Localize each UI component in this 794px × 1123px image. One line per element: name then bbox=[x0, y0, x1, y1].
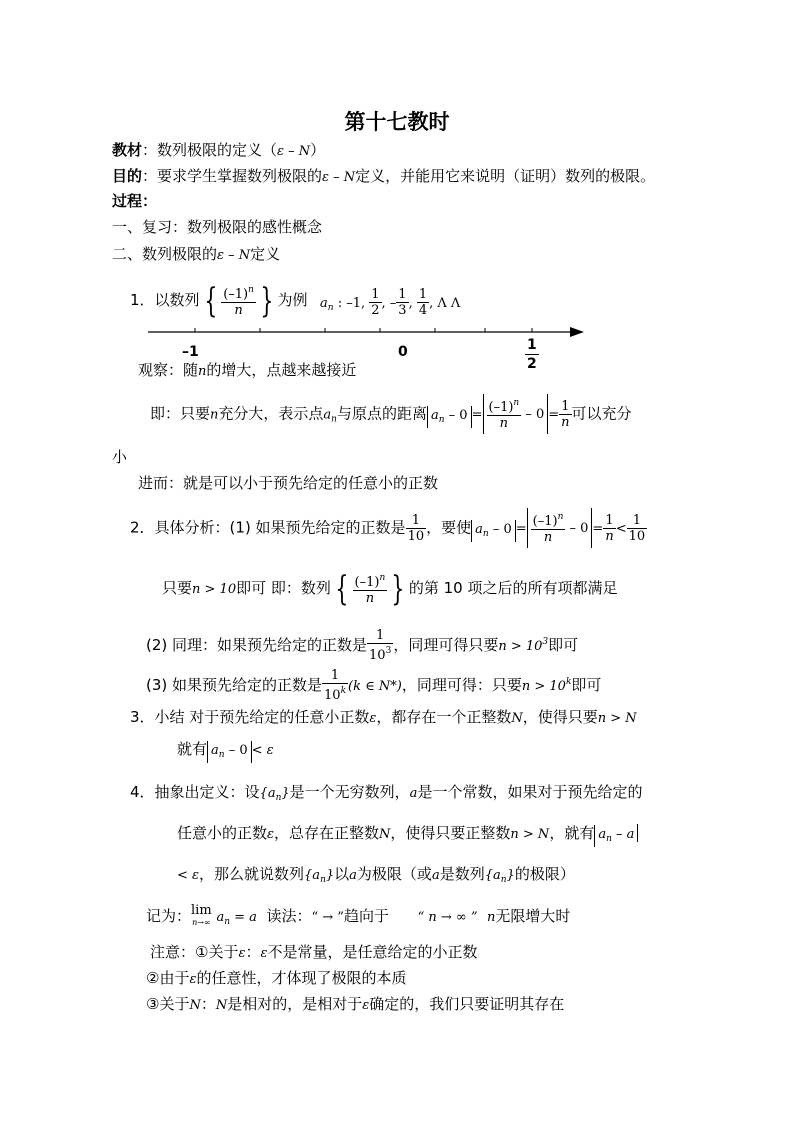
item-2-abs-frac: $\frac{(-1)^n}{n}$ – 0 bbox=[527, 508, 593, 548]
item-2-abs: $a_n - 0$ bbox=[471, 520, 516, 542]
seq-end: , Λ Λ bbox=[429, 296, 461, 311]
notation-line: 记为： lim n→∞ $a_n = a$ 读法：“ → ”趋向于 “ n → ∞ ” n无限增大时 bbox=[146, 902, 571, 927]
item-4-l2-b: ，总存在正整数 bbox=[274, 824, 380, 842]
note-2: ②由于ε的任意性，才体现了极限的本质 bbox=[146, 969, 407, 987]
seq-rest: : –1, bbox=[333, 296, 370, 311]
item-4-t3: 是一个常数，如果对于预先给定的 bbox=[417, 783, 643, 801]
item-4-l2-a: 任意小的正数 bbox=[177, 824, 268, 842]
note-3-a: ③关于 bbox=[146, 995, 190, 1013]
item-4-l3-lt: < ε bbox=[177, 868, 200, 883]
item-2-bound: $\frac{1}{10}$ bbox=[628, 512, 646, 544]
material-line bbox=[112, 141, 325, 161]
item-4-l2-d: ，就有 bbox=[549, 824, 595, 842]
p3-sup: k bbox=[565, 677, 572, 687]
section-review: 一、复习：数列极限的感性概念 bbox=[112, 218, 323, 236]
item-2-l2-c: 的第 10 项之后的所有项都满足 bbox=[408, 579, 618, 597]
note-3: ③关于N：N是相对的，是相对于ε确定的，我们只要证明其存在 bbox=[146, 995, 565, 1013]
material-math: ε – N bbox=[277, 144, 311, 159]
goal-line bbox=[112, 167, 655, 187]
notation-n-arrow: “ n → ∞ ” bbox=[417, 910, 478, 925]
goal-math: ε – N bbox=[322, 170, 356, 185]
material-text: ：数列极限的定义（ bbox=[142, 141, 278, 159]
notation-t2: 无限增大时 bbox=[495, 907, 571, 925]
material-label: 教材 bbox=[112, 141, 143, 159]
item-4-a: a bbox=[409, 786, 418, 801]
that-is-line bbox=[150, 394, 632, 439]
item-1-lead: 1．以数列 bbox=[130, 291, 200, 309]
brace-left: { bbox=[335, 568, 349, 609]
note-3-c: 是相对的，是相对于 bbox=[227, 995, 363, 1013]
given-1-10: $\frac{1}{10}$ bbox=[407, 512, 425, 544]
section-definition-text: 二、数列极限的 bbox=[112, 245, 218, 263]
that-is-result: $\frac{1}{n}$ bbox=[561, 398, 570, 430]
item-4-line-3: < ε，那么就说数列$\{a_n\}$以a为极限（或a是数列$\{a_n\}$的极限） bbox=[177, 865, 575, 885]
that-is-t4: 可以充分 bbox=[571, 404, 632, 423]
seq-sep-2: , bbox=[408, 296, 417, 311]
page-title: 第十七教时 bbox=[344, 110, 450, 134]
number-line bbox=[140, 322, 585, 342]
seq-a: a bbox=[320, 296, 328, 311]
fraction-exponent: n bbox=[248, 285, 254, 295]
seq-frac-1: $\frac{1}{2}$ bbox=[371, 287, 380, 318]
seq-sep: , – bbox=[381, 296, 397, 311]
item-2-p2 bbox=[146, 624, 578, 665]
p2-math: n > 10 bbox=[498, 639, 543, 654]
p3-b: ，同理可得：只要 bbox=[401, 676, 522, 694]
item-4-l3-set: {a bbox=[304, 868, 321, 883]
item-3-line-2 bbox=[177, 740, 274, 763]
item-4-l3-a2: a bbox=[349, 868, 357, 883]
observe-line bbox=[138, 361, 356, 381]
item-2-eq: = bbox=[515, 521, 527, 537]
item-1-tail: 为例 bbox=[277, 291, 308, 309]
observe-text-2: 的增大，点越来越接近 bbox=[206, 361, 357, 379]
notation-read: 读法： bbox=[266, 907, 312, 925]
item-3-abs: $a_n - 0$ bbox=[207, 741, 252, 763]
note-3-d: 确定的，我们只要证明其存在 bbox=[369, 995, 565, 1013]
item-4-set-sub: n bbox=[275, 793, 282, 803]
note-1-c: 不是常量，是任意给定的小正数 bbox=[267, 943, 478, 961]
section-definition bbox=[112, 245, 280, 265]
item-4 bbox=[130, 783, 642, 807]
item-4-abs: $a_n$ – a bbox=[594, 825, 637, 847]
p3-math: n > 10 bbox=[521, 679, 566, 694]
item-2-l2-b: 即可 即：数列 bbox=[236, 579, 331, 597]
item-3-eps: ε bbox=[369, 711, 377, 726]
p2-frac: $\frac{1}{10^3}$ bbox=[369, 628, 392, 663]
item-4-set: {a bbox=[259, 786, 276, 801]
item-3-t2: ，都存在一个正整数 bbox=[376, 708, 512, 726]
p2-b: ，同理可得只要 bbox=[393, 636, 499, 654]
number-line-arrow bbox=[570, 327, 584, 337]
further-line: 进而：就是可以小于预先给定的任意小的正数 bbox=[138, 474, 439, 492]
fraction-denominator: n bbox=[234, 303, 243, 318]
item-4-l2-eps: ε bbox=[267, 827, 274, 842]
seq-sub: n bbox=[327, 303, 334, 313]
p2-c: 即可 bbox=[548, 636, 579, 654]
item-1 bbox=[130, 280, 308, 320]
notation-lead: 记为： bbox=[146, 907, 192, 925]
p2-a: (2) 同理：如果预先给定的正数是 bbox=[146, 636, 368, 654]
item-4-l3-a3: a bbox=[431, 868, 440, 883]
item-4-set-end: } bbox=[281, 786, 290, 801]
item-4-l3-b: 以 bbox=[334, 865, 350, 883]
item-3 bbox=[130, 708, 637, 728]
p3-cond: (k ∈ N*) bbox=[348, 679, 402, 694]
lim-symbol: lim n→∞ bbox=[191, 902, 212, 927]
p3-c: 即可 bbox=[571, 676, 602, 694]
brace-right: } bbox=[260, 280, 274, 321]
tick-half-num: 1 bbox=[527, 337, 537, 353]
item-4-l3-set2: {a bbox=[484, 868, 501, 883]
that-is-a-sub: n bbox=[331, 414, 337, 425]
notation-t1: 趋向于 bbox=[343, 907, 389, 925]
item-2-line-2 bbox=[162, 568, 618, 610]
item-3-lt: < ε bbox=[251, 743, 274, 758]
item-4-t2: 是一个无穷数列， bbox=[289, 783, 410, 801]
note-2-b: 的任意性，才体现了极限的本质 bbox=[196, 969, 407, 987]
that-is-t1: 即：只要 bbox=[150, 404, 211, 423]
item-3-lead: 3．小结 对于预先给定的任意小正数 bbox=[130, 708, 370, 726]
brace-left: { bbox=[203, 280, 217, 321]
distance-abs: $a_n - 0$ bbox=[427, 406, 472, 428]
p3-a: (3) 如果预先给定的正数是 bbox=[146, 676, 323, 694]
sequence-fraction bbox=[221, 283, 256, 318]
item-2-p3 bbox=[146, 664, 601, 705]
item-2-t2: ，要使 bbox=[426, 518, 472, 537]
distance-abs-frac: $\frac{(-1)^n}{n}$ – 0 bbox=[483, 394, 549, 434]
that-is-t2: 充分大，表示点 bbox=[218, 404, 324, 423]
item-3-t3: ，使得只要 bbox=[522, 708, 598, 726]
goal-label: 目的 bbox=[112, 167, 143, 185]
that-is-n: n bbox=[210, 407, 219, 423]
tick-label-half bbox=[525, 336, 539, 373]
note-1-a: 注意：①关于 bbox=[150, 943, 239, 961]
item-4-l3-e: 的极限） bbox=[514, 865, 575, 883]
that-is-eq2: = bbox=[548, 407, 560, 423]
item-2-lead: 2．具体分析：(1) 如果预先给定的正数是 bbox=[130, 518, 406, 537]
item-2-l2-a: 只要 bbox=[162, 579, 193, 597]
tick-label-neg1: –1 bbox=[182, 344, 199, 360]
observe-text: 观察：随 bbox=[138, 361, 199, 379]
that-is-t3: 与原点的距离 bbox=[336, 404, 427, 423]
item-2-result: $\frac{1}{n}$ bbox=[605, 512, 614, 544]
notation-expr: a bbox=[216, 910, 225, 925]
item-4-l2-cond: n > N bbox=[510, 827, 550, 842]
item-4-l3-c: 为极限（或 bbox=[356, 865, 432, 883]
item-3-N: N bbox=[511, 711, 523, 726]
tick-label-0: 0 bbox=[398, 344, 408, 360]
observe-var: n bbox=[198, 364, 207, 379]
p2-sup: 3 bbox=[542, 637, 549, 647]
process-label: 过程： bbox=[112, 192, 158, 210]
brace-right: } bbox=[391, 568, 405, 609]
seq-frac-3: $\frac{1}{4}$ bbox=[418, 287, 428, 318]
fraction-numerator: (–1) bbox=[223, 287, 249, 302]
p3-frac: $\frac{1}{10^k}$ bbox=[324, 668, 347, 703]
number-line-ticks bbox=[195, 328, 532, 332]
that-is-a: a bbox=[323, 407, 332, 423]
sequence-fraction: $\frac{(-1)^n}{n}$ bbox=[354, 573, 386, 606]
goal-text: ：要求学生掌握数列极限的 bbox=[142, 167, 323, 185]
item-3-l2-a: 就有 bbox=[177, 740, 208, 758]
material-end: ） bbox=[310, 141, 326, 159]
item-4-line-2 bbox=[177, 824, 638, 847]
item-2-lt: < bbox=[615, 521, 627, 537]
item-4-lead: 4．抽象出定义：设 bbox=[130, 783, 260, 801]
tick-half-den: 2 bbox=[527, 356, 537, 372]
item-4-l3-d: 是数列 bbox=[439, 865, 485, 883]
item-3-cond: n > N bbox=[597, 711, 637, 726]
note-1: 注意：①关于ε：ε不是常量，是任意给定的小正数 bbox=[150, 943, 478, 961]
goal-text-2: 定义，并能用它来说明（证明）数列的极限。 bbox=[355, 167, 656, 185]
that-is-eq: = bbox=[471, 407, 483, 423]
section-definition-math: ε – N bbox=[217, 248, 251, 263]
item-2-l2-math: n > 10 bbox=[192, 582, 237, 597]
item-2 bbox=[130, 508, 647, 549]
section-definition-end: 定义 bbox=[250, 245, 281, 263]
that-is-wrap: 小 bbox=[112, 448, 128, 466]
item-2-eq2: = bbox=[592, 521, 604, 537]
sequence-terms bbox=[320, 284, 460, 326]
notation-arrow: “ → ” bbox=[311, 910, 344, 925]
note-2-a: ②由于 bbox=[146, 969, 190, 987]
item-4-l2-c: ，使得只要正整数 bbox=[390, 824, 511, 842]
item-4-l2-N: N bbox=[379, 827, 391, 842]
item-4-l3-a: ，那么就说数列 bbox=[199, 865, 305, 883]
notation-n: n bbox=[487, 910, 496, 925]
seq-frac-2: $\frac{1}{3}$ bbox=[398, 287, 407, 318]
